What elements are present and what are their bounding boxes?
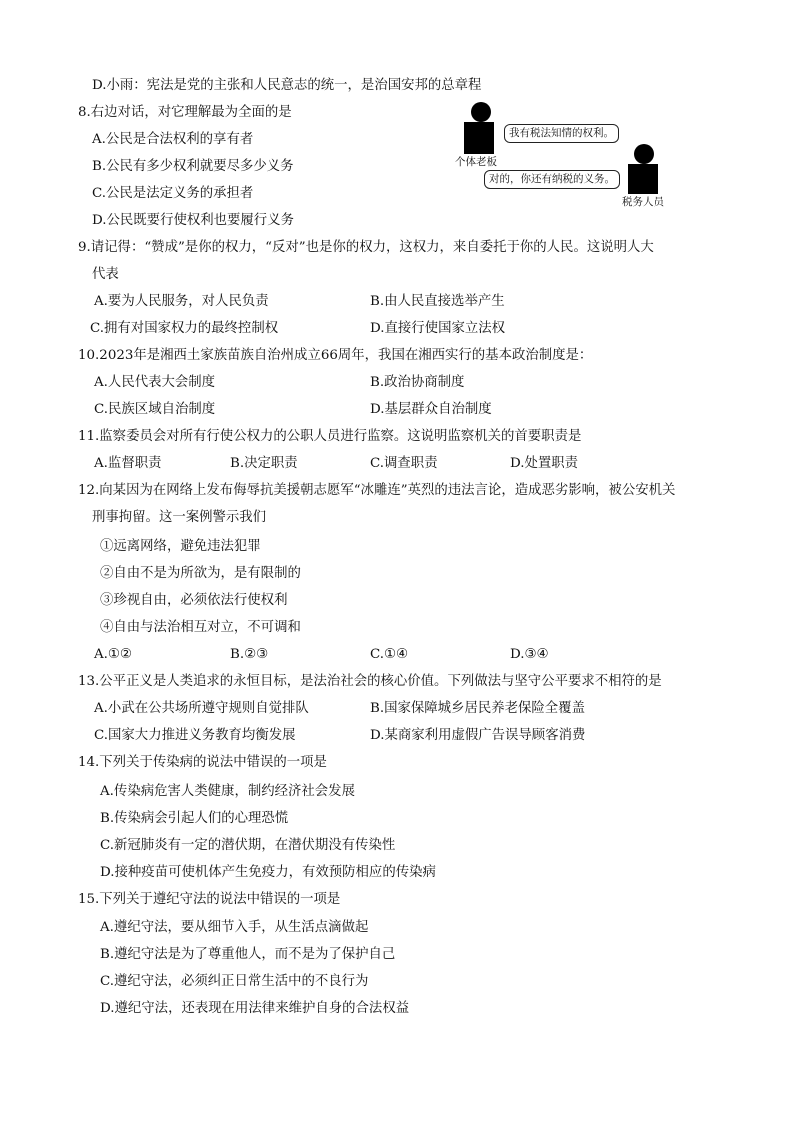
text-line: D.遵纪守法，还表现在用法律来维护自身的合法权益 [100,1001,410,1016]
text-line: A.人民代表大会制度 [94,375,216,390]
text-line: A.①② [94,647,132,662]
text-line: B.政治协商制度 [370,375,465,390]
text-line: D.接种疫苗可使机体产生免疫力，有效预防相应的传染病 [100,865,436,880]
text-line: D.基层群众自治制度 [370,402,492,417]
text-line: ④自由与法治相互对立，不可调和 [100,620,301,635]
text-line: 代表 [92,267,119,282]
text-line: C.民族区域自治制度 [94,402,216,417]
text-line: ①远离网络，避免违法犯罪 [100,539,261,554]
text-line: 刑事拘留。这一案例警示我们 [92,510,267,525]
text-line: A.传染病危害人类健康，制约经济社会发展 [100,784,355,799]
text-line: D.③④ [510,647,549,662]
text-line: 15.下列关于遵纪守法的说法中错误的一项是 [78,892,341,907]
text-line: B.国家保障城乡居民养老保险全覆盖 [370,701,585,716]
text-line: B.传染病会引起人们的心理恐慌 [100,811,289,826]
text-line: B.②③ [230,647,269,662]
text-line: C.遵纪守法，必须纠正日常生活中的不良行为 [100,974,369,989]
dialogue-figure [455,100,664,210]
speaker2-speech-bubble: 对的，你还有纳税的义务。 [484,170,620,189]
text-line: C.拥有对国家权力的最终控制权 [90,321,279,336]
text-line: A.要为人民服务，对人民负责 [94,294,269,309]
text-line: D.处置职责 [510,456,579,471]
person-head-icon [634,144,654,164]
speaker2-label: 税务人员 [622,196,664,208]
text-line: D.公民既要行使权利也要履行义务 [92,213,294,228]
text-line: 13.公平正义是人类追求的永恒目标，是法治社会的核心价值。下列做法与坚守公平要求不相符的是 [78,674,662,689]
text-line: A.遵纪守法，要从细节入手，从生活点滴做起 [100,920,369,935]
speaker1-label: 个体老板 [455,156,497,168]
text-line: B.遵纪守法是为了尊重他人，而不是为了保护自己 [100,947,396,962]
text-line: B.公民有多少权利就要尽多少义务 [92,159,294,174]
text-line: B.由人民直接选举产生 [370,294,505,309]
text-line: D.某商家利用虚假广告误导顾客消费 [370,728,586,743]
text-line: 11.监察委员会对所有行使公权力的公职人员进行监察。这说明监察机关的首要职责是 [78,429,582,444]
text-line: 8.右边对话，对它理解最为全面的是 [78,105,292,120]
text-line: C.新冠肺炎有一定的潜伏期，在潜伏期没有传染性 [100,838,396,853]
text-line: C.①④ [370,647,409,662]
text-line: A.监督职责 [94,456,162,471]
text-line: 9.请记得：“赞成”是你的权力，“反对”也是你的权力，这权力，来自委托于你的人民。这说明人大 [78,240,654,255]
text-line: ②自由不是为所欲为，是有限制的 [100,566,301,581]
text-line: ③珍视自由，必须依法行使权利 [100,593,288,608]
text-line: C.公民是法定义务的承担者 [92,186,254,201]
text-line: C.国家大力推进义务教育均衡发展 [94,728,296,743]
text-line: D.小雨：宪法是党的主张和人民意志的统一，是治国安邦的总章程 [92,78,482,93]
text-line: A.小武在公共场所遵守规则自觉排队 [94,701,309,716]
text-line: 14.下列关于传染病的说法中错误的一项是 [78,755,327,770]
text-line: 10.2023年是湘西土家族苗族自治州成立66周年，我国在湘西实行的基本政治制度是： [78,348,593,363]
person-head-icon [471,102,491,122]
text-line: D.直接行使国家立法权 [370,321,506,336]
text-line: B.决定职责 [230,456,298,471]
person-body-icon [464,122,494,154]
text-line: C.调查职责 [370,456,438,471]
text-line: A.公民是合法权利的享有者 [92,132,254,147]
text-line: 12.向某因为在网络上发布侮辱抗美援朝志愿军“冰雕连”英烈的违法言论，造成恶劣影响，被公安机关 [78,483,676,498]
speaker1-speech-bubble: 我有税法知情的权利。 [504,124,619,143]
person-body-icon [628,164,658,194]
